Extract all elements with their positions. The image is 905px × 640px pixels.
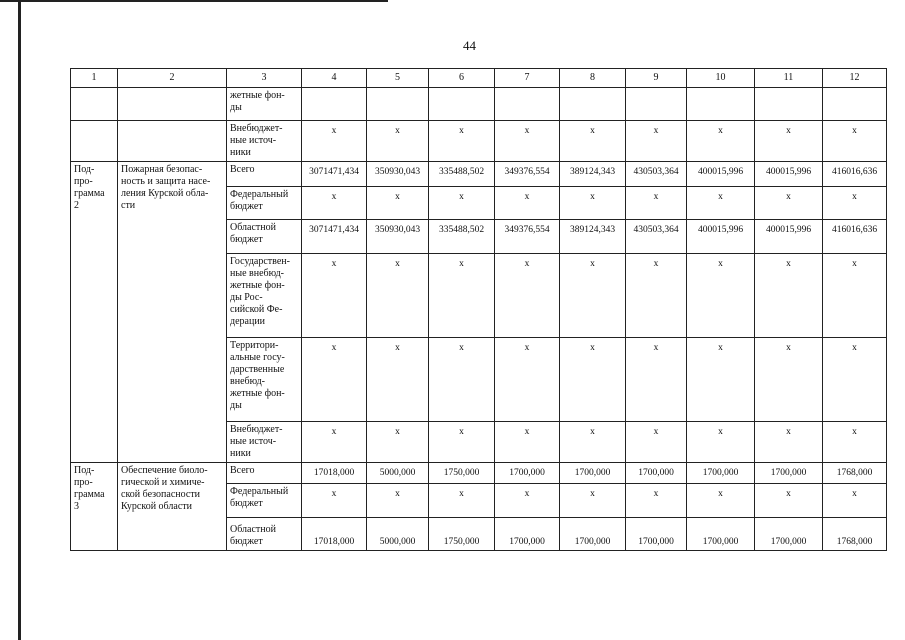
value-cell: 430503,364 (626, 162, 687, 187)
value-cell: 3071471,434 (302, 220, 367, 254)
program-cell (71, 121, 118, 162)
value-cell: х (755, 121, 823, 162)
source-cell: Федеральный бюджет (227, 187, 302, 220)
value-cell: 1700,000 (626, 463, 687, 484)
value-cell: х (823, 484, 887, 518)
value-cell: х (495, 484, 560, 518)
name-cell (118, 121, 227, 162)
value-cell: 335488,502 (429, 162, 495, 187)
value-cell: 389124,343 (560, 220, 626, 254)
value-cell: 416016,636 (823, 162, 887, 187)
value-cell: 3071471,434 (302, 162, 367, 187)
subprogram-name: Пожарная безопас- ность и защита насе- ления Курской обла- сти (118, 162, 227, 463)
value-cell: 335488,502 (429, 220, 495, 254)
value-cell (302, 88, 367, 121)
header-cell: 5 (367, 69, 429, 88)
value-cell: 400015,996 (755, 162, 823, 187)
value-cell: 1700,000 (495, 463, 560, 484)
value-cell: 400015,996 (687, 220, 755, 254)
value-cell: х (755, 484, 823, 518)
value-cell: 389124,343 (560, 162, 626, 187)
name-cell (118, 88, 227, 121)
value-cell: 5000,000 (367, 518, 429, 551)
value-cell: х (367, 254, 429, 338)
source-cell: Внебюджет- ные источ- ники (227, 121, 302, 162)
value-cell: х (367, 484, 429, 518)
value-cell: 350930,043 (367, 220, 429, 254)
value-cell: 17018,000 (302, 463, 367, 484)
source-cell: Областной бюджет (227, 518, 302, 551)
source-cell: Областной бюджет (227, 220, 302, 254)
value-cell: х (429, 254, 495, 338)
header-cell: 7 (495, 69, 560, 88)
source-cell: Государствен- ные внебюд- жетные фон- ды Рос- сийской Фе- дерации (227, 254, 302, 338)
source-cell: Всего (227, 162, 302, 187)
value-cell: х (823, 422, 887, 463)
table-row (71, 162, 887, 187)
value-cell (687, 88, 755, 121)
table-row (71, 121, 887, 162)
value-cell: 1768,000 (823, 518, 887, 551)
value-cell: 400015,996 (755, 220, 823, 254)
value-cell: х (755, 338, 823, 422)
value-cell: х (560, 187, 626, 220)
value-cell: х (367, 187, 429, 220)
value-cell: х (560, 121, 626, 162)
value-cell: 1700,000 (755, 463, 823, 484)
value-cell: х (687, 254, 755, 338)
value-cell: х (823, 254, 887, 338)
value-cell (755, 88, 823, 121)
value-cell: 1750,000 (429, 518, 495, 551)
value-cell: х (495, 338, 560, 422)
program-cell (71, 88, 118, 121)
header-cell: 4 (302, 69, 367, 88)
page-number: 44 (463, 38, 476, 53)
value-cell: х (823, 187, 887, 220)
value-cell: 1700,000 (687, 463, 755, 484)
value-cell (367, 88, 429, 121)
header-cell: 6 (429, 69, 495, 88)
header-cell: 10 (687, 69, 755, 88)
left-margin-bar (18, 0, 21, 640)
value-cell: х (302, 422, 367, 463)
value-cell: 400015,996 (687, 162, 755, 187)
header-cell: 12 (823, 69, 887, 88)
source-cell: Всего (227, 463, 302, 484)
value-cell: х (302, 121, 367, 162)
value-cell: х (429, 422, 495, 463)
value-cell: х (626, 187, 687, 220)
value-cell: х (823, 338, 887, 422)
value-cell: х (302, 254, 367, 338)
value-cell: 1700,000 (755, 518, 823, 551)
value-cell: х (687, 121, 755, 162)
value-cell: х (495, 187, 560, 220)
value-cell: х (626, 422, 687, 463)
header-cell: 1 (71, 69, 118, 88)
table-row (71, 88, 887, 121)
value-cell: х (823, 121, 887, 162)
value-cell: х (429, 484, 495, 518)
value-cell: х (687, 484, 755, 518)
value-cell (495, 88, 560, 121)
value-cell: х (429, 187, 495, 220)
value-cell (560, 88, 626, 121)
value-cell: х (626, 254, 687, 338)
value-cell (823, 88, 887, 121)
source-cell: Территори- альные госу- дарственные внебюд- жетные фон- ды (227, 338, 302, 422)
source-cell: Федеральный бюджет (227, 484, 302, 518)
value-cell: х (626, 121, 687, 162)
value-cell: х (302, 338, 367, 422)
value-cell: 1768,000 (823, 463, 887, 484)
value-cell: 416016,636 (823, 220, 887, 254)
budget-table (70, 68, 887, 551)
value-cell: х (495, 422, 560, 463)
value-cell: х (687, 187, 755, 220)
value-cell: 350930,043 (367, 162, 429, 187)
value-cell: х (367, 121, 429, 162)
source-cell: Внебюджет- ные источ- ники (227, 422, 302, 463)
value-cell: 1700,000 (495, 518, 560, 551)
value-cell: 5000,000 (367, 463, 429, 484)
header-cell: 9 (626, 69, 687, 88)
value-cell: 349376,554 (495, 162, 560, 187)
value-cell: х (755, 187, 823, 220)
subprogram-name: Обеспечение биоло- гической и химиче- ской безопасности Курской области (118, 463, 227, 551)
source-cell: жетные фон- ды (227, 88, 302, 121)
value-cell: х (560, 484, 626, 518)
value-cell: х (495, 254, 560, 338)
value-cell: х (755, 422, 823, 463)
value-cell: 1700,000 (560, 518, 626, 551)
value-cell: 1700,000 (626, 518, 687, 551)
value-cell: х (560, 338, 626, 422)
value-cell: х (687, 422, 755, 463)
subprogram-label: Под- про- грамма 3 (71, 463, 118, 551)
subprogram-label: Под- про- грамма 2 (71, 162, 118, 463)
value-cell: 17018,000 (302, 518, 367, 551)
header-row (71, 69, 887, 88)
header-cell: 8 (560, 69, 626, 88)
value-cell: х (687, 338, 755, 422)
value-cell: х (429, 121, 495, 162)
value-cell: х (302, 484, 367, 518)
value-cell: х (429, 338, 495, 422)
value-cell: 349376,554 (495, 220, 560, 254)
value-cell (626, 88, 687, 121)
value-cell: х (302, 187, 367, 220)
header-cell: 3 (227, 69, 302, 88)
value-cell (429, 88, 495, 121)
value-cell: х (495, 121, 560, 162)
header-cell: 11 (755, 69, 823, 88)
value-cell: 1700,000 (687, 518, 755, 551)
value-cell: 1700,000 (560, 463, 626, 484)
table-row (71, 463, 887, 484)
value-cell: 430503,364 (626, 220, 687, 254)
value-cell: х (367, 338, 429, 422)
header-cell: 2 (118, 69, 227, 88)
value-cell: х (626, 338, 687, 422)
value-cell: х (755, 254, 823, 338)
value-cell: х (626, 484, 687, 518)
value-cell: х (367, 422, 429, 463)
value-cell: 1750,000 (429, 463, 495, 484)
top-rule (0, 0, 388, 2)
value-cell: х (560, 422, 626, 463)
value-cell: х (560, 254, 626, 338)
